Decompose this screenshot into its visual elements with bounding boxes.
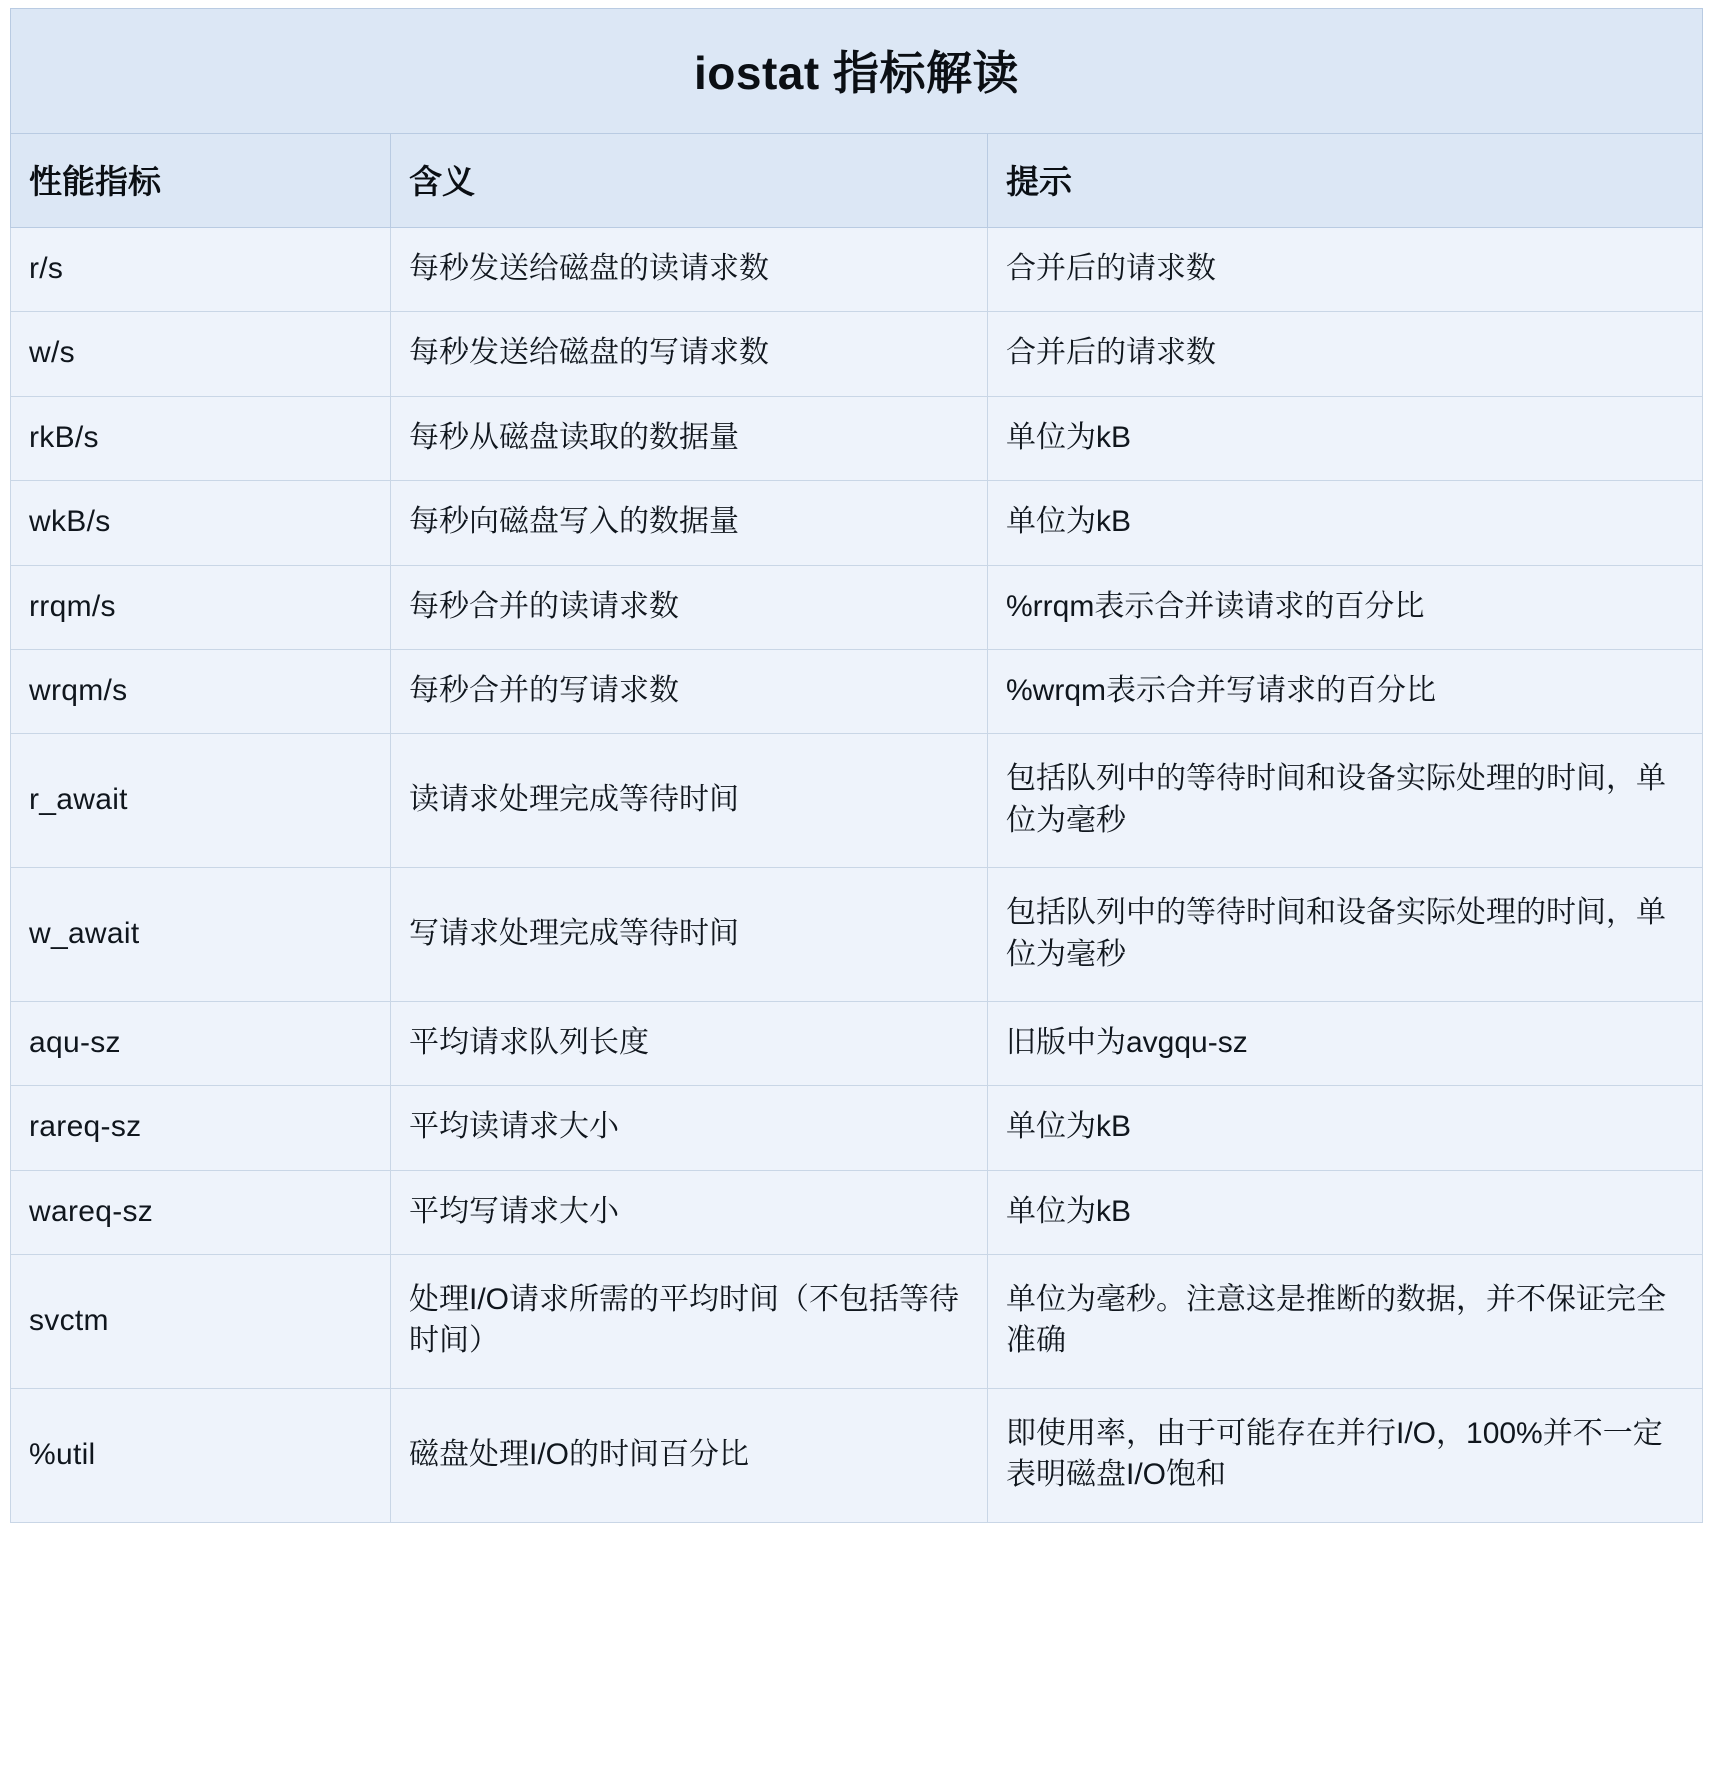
table-row xyxy=(11,649,1703,733)
cell-meaning: 读请求处理完成等待时间 xyxy=(391,734,988,868)
cell-metric: wkB/s xyxy=(11,481,391,565)
cell-meaning: 每秒合并的读请求数 xyxy=(391,565,988,649)
cell-tip: %rrqm表示合并读请求的百分比 xyxy=(988,565,1703,649)
cell-metric: rrqm/s xyxy=(11,565,391,649)
cell-metric: rkB/s xyxy=(11,396,391,480)
table-row xyxy=(11,1170,1703,1254)
cell-tip: 单位为kB xyxy=(988,1170,1703,1254)
cell-metric: r_await xyxy=(11,734,391,868)
cell-meaning: 每秒合并的写请求数 xyxy=(391,649,988,733)
cell-metric: r/s xyxy=(11,228,391,312)
cell-metric: aqu-sz xyxy=(11,1001,391,1085)
cell-metric: w/s xyxy=(11,312,391,396)
cell-tip: 合并后的请求数 xyxy=(988,228,1703,312)
table-row xyxy=(11,1001,1703,1085)
table-row xyxy=(11,312,1703,396)
cell-metric: w_await xyxy=(11,868,391,1002)
column-header-metric: 性能指标 xyxy=(11,134,391,228)
cell-meaning: 写请求处理完成等待时间 xyxy=(391,868,988,1002)
cell-metric: rareq-sz xyxy=(11,1086,391,1170)
cell-metric: wrqm/s xyxy=(11,649,391,733)
cell-tip: 单位为毫秒。注意这是推断的数据，并不保证完全准确 xyxy=(988,1255,1703,1389)
table-row xyxy=(11,565,1703,649)
page-title: iostat 指标解读 xyxy=(11,9,1703,134)
cell-metric: wareq-sz xyxy=(11,1170,391,1254)
table-row xyxy=(11,396,1703,480)
cell-meaning: 平均读请求大小 xyxy=(391,1086,988,1170)
column-header-meaning: 含义 xyxy=(391,134,988,228)
iostat-metrics-table xyxy=(10,8,1703,1523)
cell-tip: 单位为kB xyxy=(988,1086,1703,1170)
cell-tip: 包括队列中的等待时间和设备实际处理的时间，单位为毫秒 xyxy=(988,868,1703,1002)
table-row xyxy=(11,1388,1703,1522)
cell-tip: 单位为kB xyxy=(988,396,1703,480)
cell-tip: %wrqm表示合并写请求的百分比 xyxy=(988,649,1703,733)
cell-tip: 旧版中为avgqu-sz xyxy=(988,1001,1703,1085)
table-header-row xyxy=(11,134,1703,228)
cell-meaning: 每秒向磁盘写入的数据量 xyxy=(391,481,988,565)
table-title-row xyxy=(11,9,1703,134)
cell-meaning: 平均请求队列长度 xyxy=(391,1001,988,1085)
table-row xyxy=(11,481,1703,565)
cell-meaning: 处理I/O请求所需的平均时间（不包括等待时间） xyxy=(391,1255,988,1389)
cell-tip: 合并后的请求数 xyxy=(988,312,1703,396)
cell-metric: svctm xyxy=(11,1255,391,1389)
cell-tip: 单位为kB xyxy=(988,481,1703,565)
cell-meaning: 磁盘处理I/O的时间百分比 xyxy=(391,1388,988,1522)
cell-meaning: 每秒发送给磁盘的读请求数 xyxy=(391,228,988,312)
table-row xyxy=(11,1255,1703,1389)
table-row xyxy=(11,228,1703,312)
cell-meaning: 平均写请求大小 xyxy=(391,1170,988,1254)
cell-meaning: 每秒发送给磁盘的写请求数 xyxy=(391,312,988,396)
cell-tip: 即使用率，由于可能存在并行I/O，100%并不一定表明磁盘I/O饱和 xyxy=(988,1388,1703,1522)
cell-meaning: 每秒从磁盘读取的数据量 xyxy=(391,396,988,480)
table-row xyxy=(11,868,1703,1002)
cell-metric: %util xyxy=(11,1388,391,1522)
table-row xyxy=(11,734,1703,868)
column-header-tip: 提示 xyxy=(988,134,1703,228)
cell-tip: 包括队列中的等待时间和设备实际处理的时间，单位为毫秒 xyxy=(988,734,1703,868)
table-row xyxy=(11,1086,1703,1170)
